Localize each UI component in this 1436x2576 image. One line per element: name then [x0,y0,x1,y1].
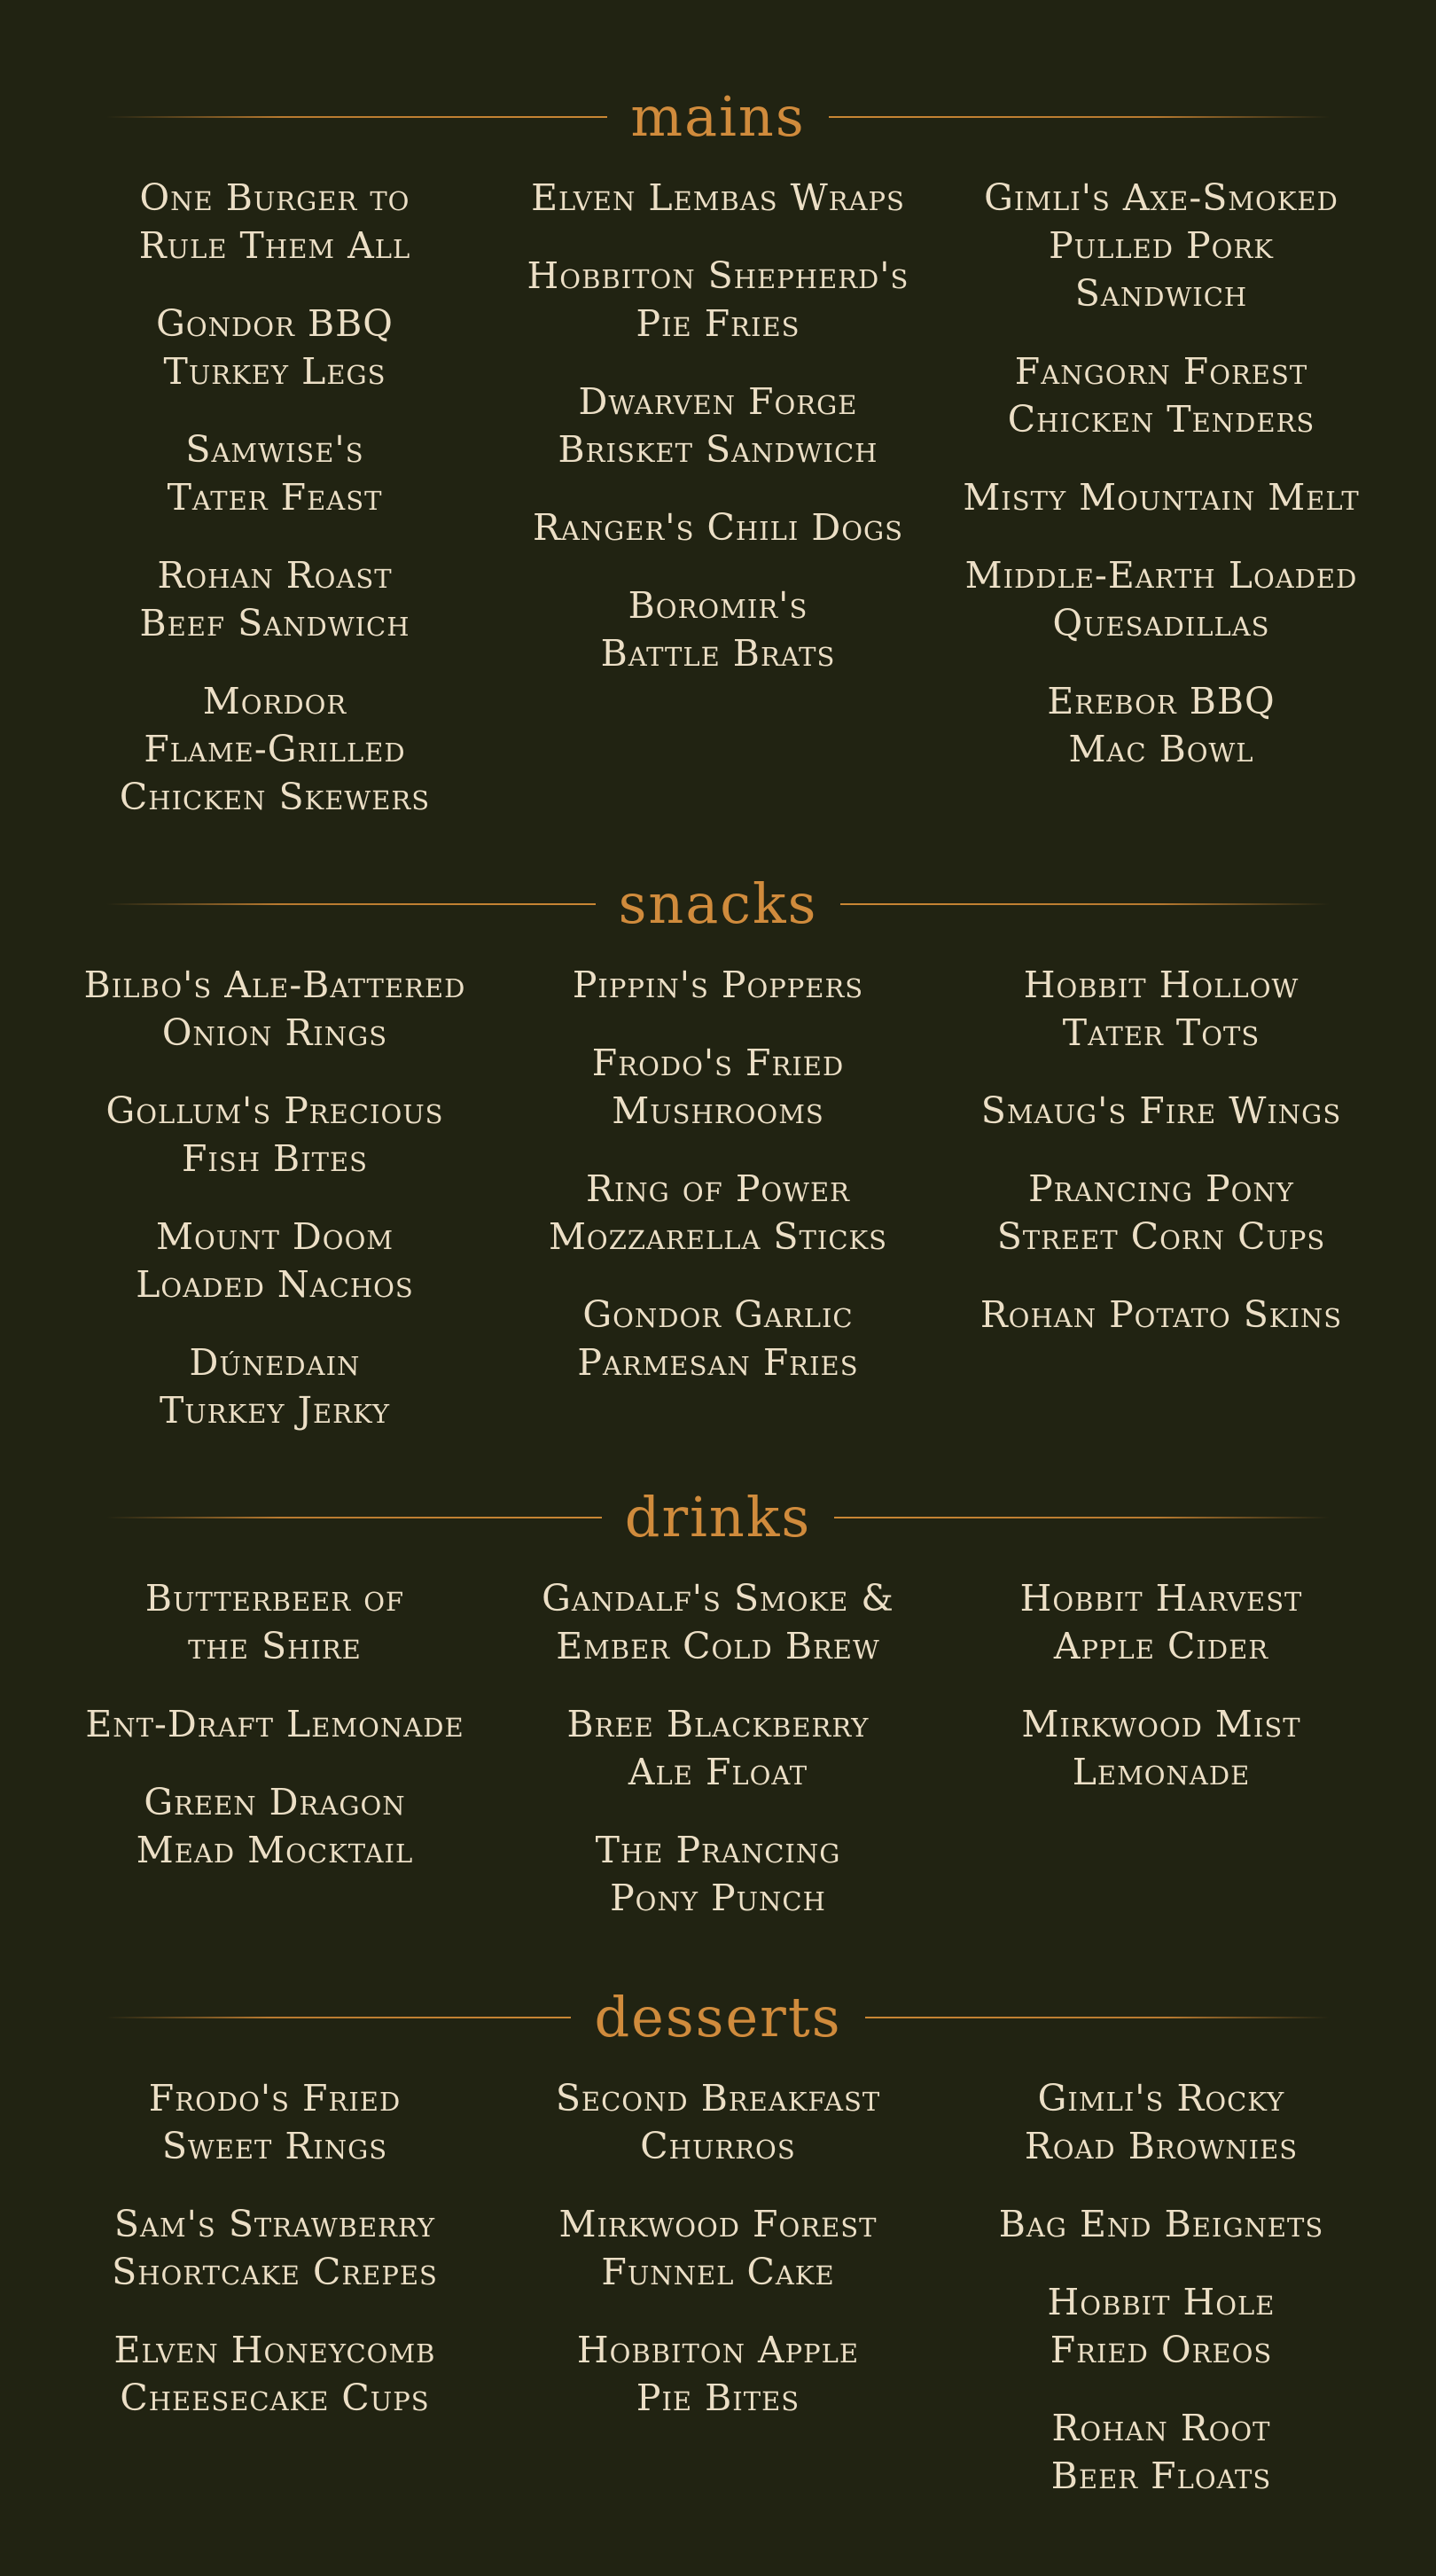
menu-item: Gimli's Rocky Road Brownies [1024,2077,1299,2167]
menu-item: Ring of Power Mozzarella Sticks [548,1167,888,1258]
menu-item: Ranger's Chili Dogs [532,506,904,549]
menu-item: Hobbiton Apple Pie Bites [576,2329,860,2419]
menu-item: Samwise's Tater Feast [167,428,383,519]
menu-item: Elven Lembas Wraps [531,176,905,219]
menu-item: Fangorn Forest Chicken Tenders [1007,350,1315,441]
menu-item: Hobbit Hollow Tater Tots [1023,964,1299,1054]
menu-item: Elven Honeycomb Cheesecake Cups [113,2329,436,2419]
section-header [106,1482,1330,1553]
menu-item: Hobbit Hole Fried Oreos [1047,2281,1276,2371]
menu-item: Frodo's Fried Sweet Rings [148,2077,402,2167]
divider-left [106,903,596,905]
menu-item: Mount Doom Loaded Nachos [136,1215,414,1306]
menu-item: Second Breakfast Churros [555,2077,881,2167]
menu-item: Rohan Root Beer Floats [1050,2407,1272,2497]
menu-item: The Prancing Pony Punch [595,1829,841,1919]
section-title: drinks [624,1485,812,1550]
menu-item: Gollum's Precious Fish Bites [105,1089,444,1180]
divider-left [106,116,607,118]
section-header [106,1982,1330,2053]
menu-item: Gandalf's Smoke & Ember Cold Brew [542,1577,894,1667]
menu-item: Green Dragon Mead Mocktail [136,1781,414,1871]
menu-item: Misty Mountain Melt [963,476,1360,519]
divider-right [834,1517,1330,1518]
menu-column [53,2074,496,2452]
menu-item: One Burger to Rule Them All [138,176,411,267]
menu-item: Rohan Roast Beef Sandwich [139,554,410,644]
divider-left [106,2017,571,2018]
menu-item: Erebor BBQ Mac Bowl [1047,680,1276,770]
menu-item: Mordor Flame-Grilled Chicken Skewers [119,680,431,818]
menu-column [496,961,940,1417]
menu-item: Smaug's Fire Wings [980,1089,1342,1132]
menu-item: Gondor BBQ Turkey Legs [156,302,394,393]
menu-item: Dwarven Forge Brisket Sandwich [558,380,878,471]
menu-column [496,2074,940,2452]
section-title: snacks [618,871,818,936]
menu-column [496,1574,940,1952]
menu-item: Hobbit Harvest Apple Cider [1019,1577,1303,1667]
menu-item: Middle-Earth Loaded Quesadillas [964,554,1358,644]
menu-column [53,961,496,1464]
menu-item: Dúnedain Turkey Jerky [159,1341,391,1432]
section-header [106,82,1330,152]
menu-item: Ent-Draft Lemonade [85,1703,464,1745]
divider-right [829,116,1330,118]
menu-column [940,961,1383,1369]
menu-item: Boromir's Battle Brats [600,584,836,675]
menu-column [940,1574,1383,1826]
section-title: mains [630,84,806,149]
divider-left [106,1517,602,1518]
menu-item: Rohan Potato Skins [979,1293,1343,1336]
menu-column [940,2074,1383,2530]
divider-right [840,903,1330,905]
menu-column [53,174,496,851]
menu-item: Prancing Pony Street Corn Cups [996,1167,1326,1258]
menu-item: Bilbo's Ale-Battered Onion Rings [83,964,466,1054]
menu-column [53,1574,496,1904]
menu-item: Bag End Beignets [998,2203,1324,2245]
menu-column [496,174,940,707]
section-header [106,869,1330,940]
menu-item: Gondor Garlic Parmesan Fries [577,1293,859,1384]
menu-item: Sam's Strawberry Shortcake Crepes [112,2203,438,2293]
menu-item: Mirkwood Forest Funnel Cake [558,2203,878,2293]
menu-column [940,174,1383,803]
menu-item: Gimli's Axe-Smoked Pulled Pork Sandwich [984,176,1338,315]
section-title: desserts [594,1985,842,2049]
menu-item: Butterbeer of the Shire [144,1577,405,1667]
menu-item: Bree Blackberry Ale Float [566,1703,870,1793]
divider-right [865,2017,1330,2018]
menu-item: Pippin's Poppers [572,964,864,1006]
menu-item: Frodo's Fried Mushrooms [591,1042,845,1132]
menu-item: Mirkwood Mist Lemonade [1021,1703,1301,1793]
menu-item: Hobbiton Shepherd's Pie Fries [527,254,909,345]
